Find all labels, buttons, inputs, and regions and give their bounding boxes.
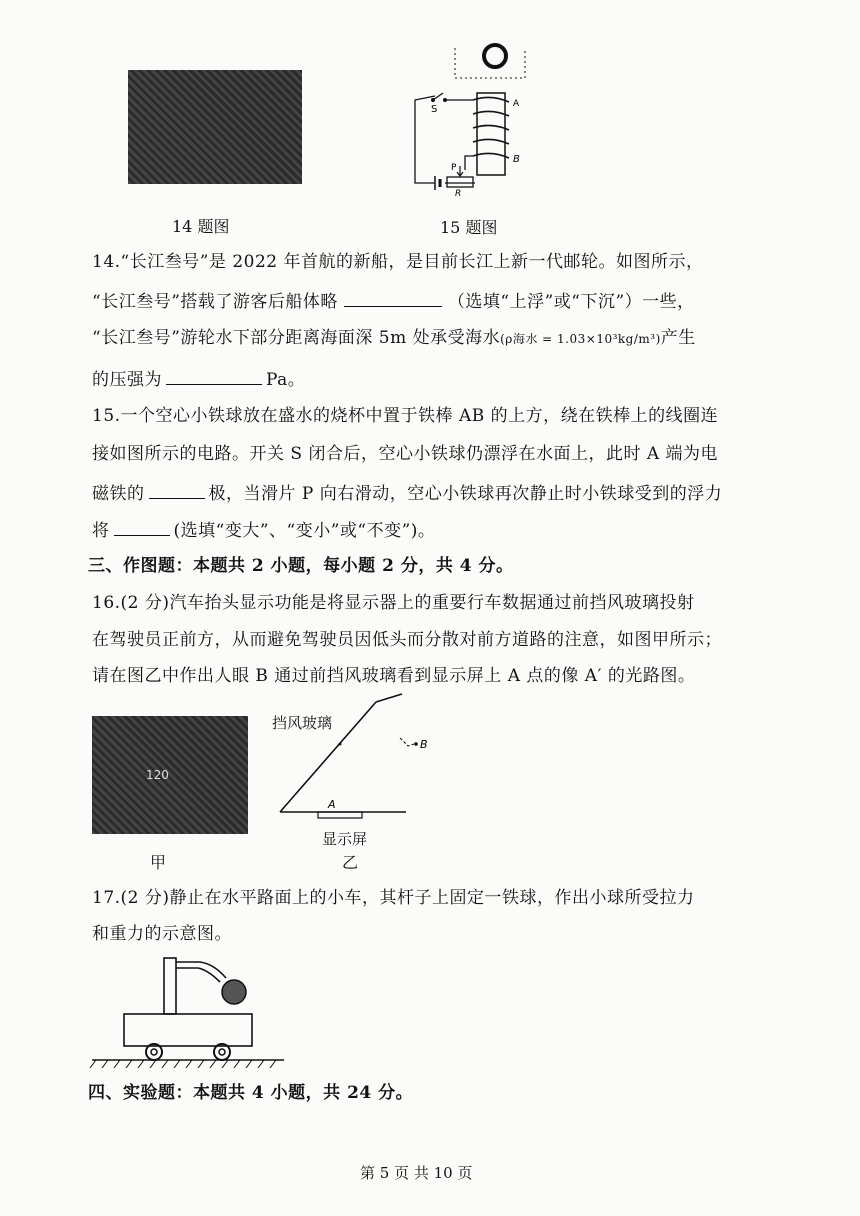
q15-line1: 15.一个空心小铁球放在盛水的烧杯中置于铁棒 AB 的上方，绕在铁棒上的线圈连 [92,406,719,426]
iron-rod [477,93,505,175]
q14-line1: 14.“长江叁号”是 2022 年首航的新船，是目前长江上新一代邮轮。如图所示， [92,252,704,272]
q16-line1: 16.(2 分)汽车抬头显示功能是将显示器上的重要行车数据通过前挡风玻璃投射 [92,593,695,613]
density-formula: (ρ海水 = 1.03×10³kg/m³) [500,332,661,346]
svg-text:P: P [451,163,457,173]
q14-blank-2 [166,370,262,385]
svg-text:B: B [513,154,520,165]
q15-line4: 将 (选填“变大”、“变小”或“不变”)。 [92,521,436,541]
q16-line2: 在驾驶员正前方，从而避免驾驶员因低头而分散对前方道路的注意，如图甲所示； [92,630,722,650]
fig16-jia-caption: 甲 [150,853,167,872]
q14-line3: “长江叁号”游轮水下部分距离海面深 5m 处承受海水(ρ海水 = 1.03×10³kg/m³)产生 [92,328,696,348]
svg-text:R: R [455,189,462,198]
fig16-screen-label: 显示屏 [322,830,368,848]
cart-pole [164,958,176,1014]
hud-speed-text: 120 [146,768,169,782]
page-footer: 第 5 页 共 10 页 [360,1164,473,1182]
iron-ball [222,980,246,1004]
fig14-caption: 14 题图 [172,217,230,236]
fig16-windshield-label: 挡风玻璃 [272,714,333,732]
fig15-circuit-diagram [405,38,535,198]
q15-line2: 接如图所示的电路。开关 S 闭合后，空心小铁球仍漂浮在水面上，此时 A 端为电 [92,444,719,464]
svg-text:A: A [513,99,520,109]
q14-line4: 的压强为 Pa。 [92,370,306,390]
q14-blank-1 [344,292,442,307]
svg-text:A: A [328,798,336,811]
fig15-caption: 15 题图 [440,218,498,237]
iron-ball [484,45,506,67]
q14-line2: “长江叁号”搭载了游客后船体略 （选填“上浮”或“下沉”）一些， [92,292,695,312]
q15-blank-1 [149,484,205,499]
coil [473,97,509,158]
fig16-yi-caption: 乙 [342,853,359,872]
svg-text:S: S [431,104,438,115]
q17-line1: 17.(2 分)静止在水平路面上的小车，其杆子上固定一铁球，作出小球所受拉力 [92,888,695,908]
display-screen [318,812,362,818]
fig17-cart-diagram [88,952,288,1068]
eye-point-b [414,742,418,746]
svg-text:B: B [420,738,428,751]
cart-body [124,1014,252,1046]
q17-line2: 和重力的示意图。 [92,924,232,944]
section4-heading: 四、实验题：本题共 4 小题，共 24 分。 [88,1083,414,1103]
q15-line3: 磁铁的 极，当滑片 P 向右滑动，空心小铁球再次静止时小铁球受到的浮力 [92,484,723,504]
hud-photo [92,716,248,834]
section3-heading: 三、作图题：本题共 2 小题，每小题 2 分，共 4 分。 [88,556,514,576]
q15-blank-2 [114,521,170,536]
ship-photo [128,70,302,184]
q16-line3: 请在图乙中作出人眼 B 通过前挡风玻璃看到显示屏上 A 点的像 A′ 的光路图。 [92,666,696,686]
